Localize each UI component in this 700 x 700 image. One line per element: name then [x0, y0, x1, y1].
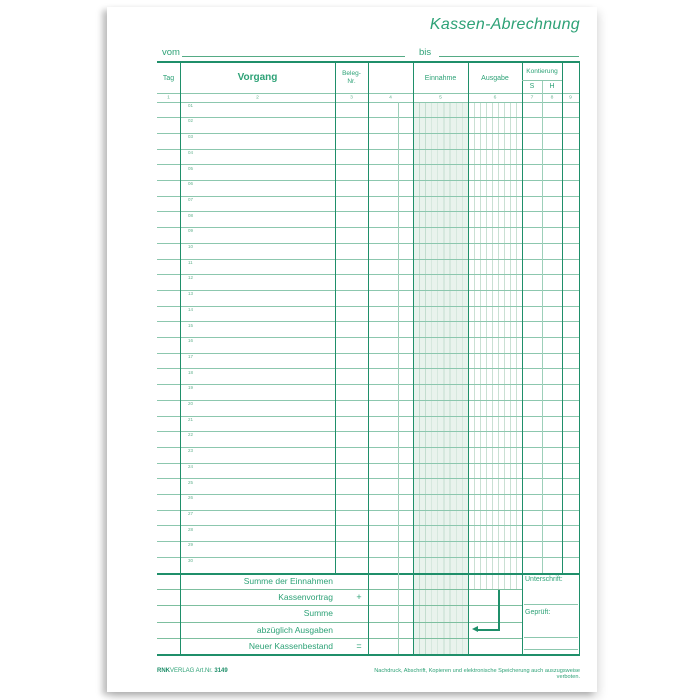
geprueft-sign-line	[524, 637, 578, 638]
row-number: 08	[188, 212, 193, 218]
column-number-2: 2	[256, 94, 259, 100]
article-number: 3149	[214, 668, 228, 674]
row-number: 18	[188, 369, 193, 375]
header-beleg	[335, 70, 368, 85]
row-number: 20	[188, 401, 193, 407]
column-number-3: 3	[350, 94, 353, 100]
row-number: 09	[188, 228, 193, 234]
row-number: 12	[188, 275, 193, 281]
unterschrift-sign-line	[524, 604, 578, 605]
header-tag: Tag	[162, 75, 175, 82]
row-number: 24	[188, 463, 193, 469]
row-number: 04	[188, 149, 193, 155]
col-ausgabe-right-divider	[522, 61, 523, 655]
row-number: 17	[188, 353, 193, 359]
row-number: 28	[188, 526, 193, 532]
header-kontierung-h: H	[549, 83, 555, 90]
table-right-border	[579, 61, 580, 655]
row-number: 15	[188, 322, 193, 328]
column-number-9: 9	[569, 94, 572, 100]
column-number-8: 8	[550, 94, 554, 100]
publisher-info	[157, 668, 228, 674]
row-number: 16	[188, 338, 193, 344]
row-number: 10	[188, 244, 193, 250]
col-einnahme-left-divider	[413, 61, 414, 655]
row-number: 27	[188, 510, 193, 516]
row-number: 19	[188, 385, 193, 391]
header-vorgang: Vorgang	[237, 72, 278, 83]
header-kontierung: Kontierung	[526, 68, 558, 75]
column-number-6: 6	[493, 94, 497, 100]
summary-label: abzüglich Ausgaben	[256, 624, 333, 635]
col-kontierung-right-divider	[562, 61, 563, 573]
row-number: 29	[188, 542, 193, 548]
ausgabe-digit-cells	[468, 102, 522, 590]
header-beleg-line1: Beleg-	[342, 70, 361, 77]
header-einnahme: Einnahme	[424, 75, 457, 82]
publisher-brand: RNK	[157, 668, 170, 674]
col4-sub-divider	[398, 102, 399, 655]
date-from-line	[182, 56, 405, 57]
header-beleg-line2: Nr.	[347, 77, 356, 85]
row-number: 30	[188, 558, 193, 564]
summary-operator: +	[356, 592, 362, 603]
row-number: 02	[188, 118, 193, 124]
extra-sign-line	[524, 649, 578, 650]
kontierung-sub-rule	[522, 80, 562, 81]
copyright-notice: Nachdruck, Abschrift, Kopieren und elektronische Speicherung auch auszugsweise verboten.	[374, 667, 580, 680]
row-number: 22	[188, 432, 193, 438]
row-number: 23	[188, 448, 193, 454]
row-number: 26	[188, 495, 193, 501]
row-number: 05	[188, 165, 193, 171]
date-from-label: vom	[162, 47, 180, 58]
row-number: 07	[188, 196, 193, 202]
row-number: 14	[188, 306, 193, 312]
col-tag-divider	[180, 61, 181, 655]
row-number: 21	[188, 416, 193, 422]
row-number: 03	[188, 134, 193, 140]
row-number: 06	[188, 181, 193, 187]
form-title: Kassen-Abrechnung	[429, 16, 580, 33]
header-ausgabe: Ausgabe	[481, 75, 509, 82]
header-kontierung-s: S	[529, 83, 535, 90]
row-number: 13	[188, 291, 193, 297]
summary-operator: =	[356, 640, 362, 651]
summary-label: Neuer Kassenbestand	[248, 640, 333, 651]
row-number: 11	[188, 259, 193, 265]
col-einnahme-right-divider	[468, 61, 469, 655]
publisher-suffix: VERLAG Art.Nr.	[170, 668, 215, 674]
col-vorgang-divider	[335, 61, 336, 573]
carry-arrow-horizontal	[478, 629, 499, 631]
summary-label: Summe der Einnahmen	[243, 576, 333, 586]
date-to-line	[439, 56, 579, 57]
col-sh-divider	[542, 80, 543, 573]
col-beleg-divider	[368, 61, 369, 655]
row-number: 25	[188, 479, 193, 485]
summary-label: Summe	[303, 608, 333, 619]
carry-arrow-head-icon	[472, 626, 478, 632]
row-number: 01	[188, 102, 193, 108]
einnahme-digit-cells	[413, 102, 468, 655]
date-to-label: bis	[419, 47, 432, 58]
column-number-4: 4	[389, 94, 392, 100]
summary-label: Kassenvortrag	[278, 592, 333, 603]
geprueft-label: Geprüft:	[525, 608, 551, 616]
column-number-5: 5	[439, 94, 442, 100]
unterschrift-label: Unterschrift:	[525, 575, 563, 583]
column-number-1: 1	[167, 94, 170, 100]
paper-form	[107, 7, 597, 692]
column-number-7: 7	[530, 94, 534, 100]
carry-arrow-vertical	[498, 590, 500, 631]
